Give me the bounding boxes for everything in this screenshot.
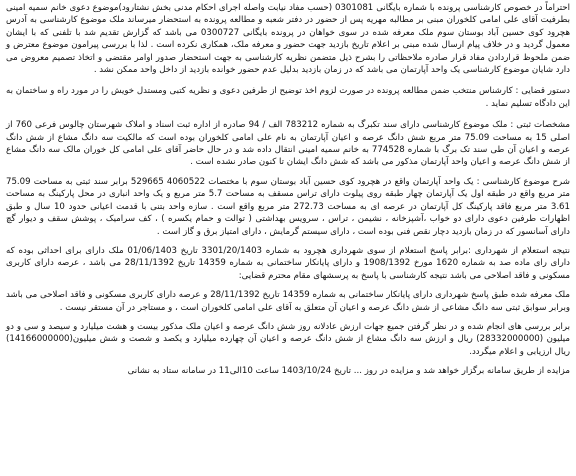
paragraph-spacer: [6, 282, 570, 289]
intro-paragraph: احتراماً در خصوص کارشناسی پرونده با شماره بایگانی 0301081 (حسب مفاد نیابت واصله اجرای احکام مدنی بخش نشتارود)موضوع دعوی خانم سمیه امینی بطرفیت آقای علی امامی کلخوران مبنی بر مطالبه مهریه پس از حضور در دفتر شعبه و مطالعه پرونده به استحضار میرساند ملک موضوع کارشناسی به آدرس هچرود کوی حسین آباد بوستان سوم ملک معرفه شده در سوی خواهان در پرونده بایگانی 0300727 می باشد که گزارش تقدیم شد با تلفنی که با ایشان معمول گردید و در خلاف پیام ارسال شده مبنی بر اعلام تاریخ بازدید جهت حضور و معرفه ملک، همکاری نکرده است . لذا با بررسی پیرامون موضوع معترض و ضمن ملحوظ قراردادن مفاد قرار صادره ملاحظاتی را بشرح ذیل متضمن نظریه کارشناسی به جهت استحضار صدور اوامر مقتضی و اتخاذ تصمیم معروض می دارد شایان موضوع کارشناسی یک واحد آپارتمان می باشد که در زمان بازدید بدلیل عدم حضور خوانده بازدید از داخل واحد ممکن نشد .: [6, 3, 570, 76]
valuation-paragraph: برابر بررسی های انجام شده و در نظر گرفتن جمیع جهات ارزش عادلانه روز شش دانگ عرصه و اعیان ملک مذکور بیست و هشت میلیارد و سیصد و سی و دو میلیون (28332000000) ریال و ارزش سه دانگ مشاع از شش دانگ عرصه و اعیان آن چهارده میلیارد و یکصد و شصت و شش میلیون(14166000000) ریال ارزیابی و اعلام میگردد.: [6, 321, 570, 357]
paragraph-spacer: [6, 358, 570, 365]
paragraph-spacer: [6, 238, 570, 245]
auction-notice-paragraph: مزایده از طریق سامانه برگزار خواهد شد و مزایده در روز ... تاریخ 1403/10/24 ساعت 10الی11 در سامانه ستاد به نشانی: [127, 366, 570, 377]
registration-details-paragraph: مشخصات ثبتی : ملک موضوع کارشناسی دارای سند تکبرگ به شماره 783212 الف / 94 صادره از اداره ثبت اسناد و املاک شهرستان چالوس فرعی 760 از اصلی 15 به مساحت 75.09 متر مربع شش دانگ عرصه و اعیان آپارتمان به نام علی امامی کلخوران بوده است که مالکیت سه دانگ مشاع از شش دانگ عرصه و اعیان آن طی سند تک برگ با شماره 774528 به خانم سمیه امینی انتقال داده شد و در حال حاضر آقای علی امامی کل خوران مالک سه دانگ مشاع از شش دانگ عرصه و اعیان واحد آپارتمان مذکور می باشد که شش دانگ ایشان تا کنون صادر نشده است .: [6, 120, 571, 168]
paragraph-spacer: [6, 169, 570, 176]
paragraph-spacer: [6, 314, 570, 321]
paragraph-spacer: [6, 110, 570, 119]
paragraph-spacer: [6, 76, 570, 85]
subject-description-paragraph: شرح موضوع کارشناسی : یک واحد آپارتمان واقع در هچرود کوی حسین آباد بوستان سوم با مختصات 4060522 529665 برابر سند ثبتی به مساحت 75.09 متر مربع واقع در طبقه اول یک آپارتمان چهار طبقه روی پیلوت دارای تراس مسقف به مساحت 5.7 متر مربع و یک واحد انباری در محل پارکینگ به مساحت 3.61 متر مربع فاقد پارکینگ کل آپارتمان در عرصه ای به مساحت 272.73 متر مربع واقع است . سازه واحد بتنی با قدمت اعیانی حدود 10 سال و طبق اظهارات طرفین دعوی دارای دو خواب ،آشپزخانه ، نشیمن ، تراس ، سرویس بهداشتی ( توالت و حمام یکسره ) ، کف سرامیک ، پوشش سقف و دیوار گچ دارای آسانسور که در زمان بازدید دچار نقص فنی بوده است ، دارای سیستم گرمایش ، دارای امتیاز برق و گاز است .: [6, 176, 571, 237]
property-status-paragraph: ملک معرفه شده طبق پاسخ شهرداری دارای پایانکار ساختمانی به شماره 14359 تاریخ 28/11/1392 و عرصه دارای کاربری مسکونی و فاقد اصلاحی می باشد وبرابر سوابق ثبتی سه دانگ مشاعی از شش دانگ عرصه و اعیان آن متعلق به آقای علی امامی کلخوران است ، و مستاجر در آن مستقر نیست .: [6, 290, 570, 313]
judicial-order-paragraph: دستور قضایی : کارشناس منتخب ضمن مطالعه پرونده در صورت لزوم اخذ توضیح از طرفین دعوی و نظریه کتبی ومستدل خویش را در مورد راه و ساختمان به این دادگاه تسلیم نماید .: [6, 86, 570, 109]
municipality-inquiry-paragraph: نتیجه استعلام از شهرداری :برابر پاسخ استعلام از سوی شهرداری هچرود به شماره 3301/20/1403 تاریخ 01/06/1403 ملک دارای برای احداثی بوده که دارای رای ماده صد به شماره 1620 مورخ 1908/1392 و دارای پایانکار ساختمانی به شماره 14359 تاریخ 28/11/1392 می باشد ، عرصه دارای کاربری مسکونی و فاقد اصلاحی می باشد نتیجه کارشناسی با پاسخ به پرسشهای مقام محترم قضایی:: [6, 245, 570, 281]
